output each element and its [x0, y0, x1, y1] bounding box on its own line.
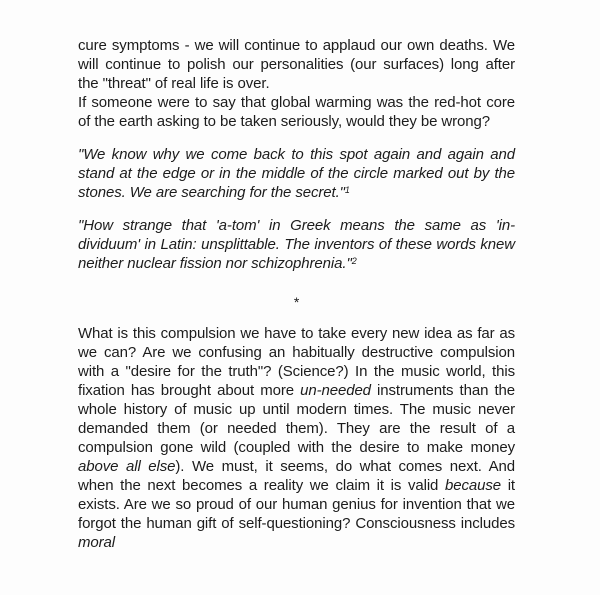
paragraph-compulsion — [78, 324, 515, 552]
paragraph-applaud-deaths — [78, 36, 515, 93]
text-segment: cure symptoms - we will continue to applaud our own deaths. We will continue to polish our personalities (our surfaces) long after the "threat" of real life is over. — [78, 37, 515, 92]
footnote-marker: 2 — [351, 256, 357, 266]
footnote-marker: 1 — [344, 185, 350, 195]
paragraph-global-warming — [78, 93, 515, 131]
text-segment: ). We must, it seems, do what comes next. And when the next becomes a reality we claim it is valid — [78, 458, 515, 494]
quote-circle-of-stones — [78, 145, 515, 202]
text-segment: moral — [78, 534, 116, 551]
quote-atom-individuum — [78, 216, 515, 273]
text-segment: above all else — [78, 458, 176, 475]
text-segment: because — [445, 477, 502, 494]
text-segment: instruments than the whole history of music up until modern times. The music never demanded them (or needed them). They are the result of a compulsion gone wild (coupled with the desire to make money — [78, 382, 516, 456]
text-segment: What is this compulsion we have to take every new idea as far as we can? Are we confusing an habitually destructive compulsion with a "desire for the truth"? (Science?) In the music world, this fixation has brought about more — [78, 325, 515, 399]
text-segment: "How strange that 'a-tom' in Greek means the same as 'in-dividuum' in Latin: unsplittable. The inventors of these words knew neither nuclear fission nor schizophrenia." — [78, 217, 515, 272]
text-column — [78, 36, 515, 552]
text-segment: If someone were to say that global warming was the red-hot core of the earth asking to be taken seriously, would they be wrong? — [78, 94, 515, 130]
asterisk-section-separator: * — [293, 294, 300, 310]
text-segment: un-needed — [300, 382, 371, 399]
text-segment: it exists. Are we so proud of our human genius for invention that we forgot the human gift of self-questioning? Consciousness includes — [78, 477, 516, 532]
text-segment: "We know why we come back to this spot again and again and stand at the edge or in the middle of the circle marked out by the stones. We are searching for the secret." — [78, 146, 515, 201]
